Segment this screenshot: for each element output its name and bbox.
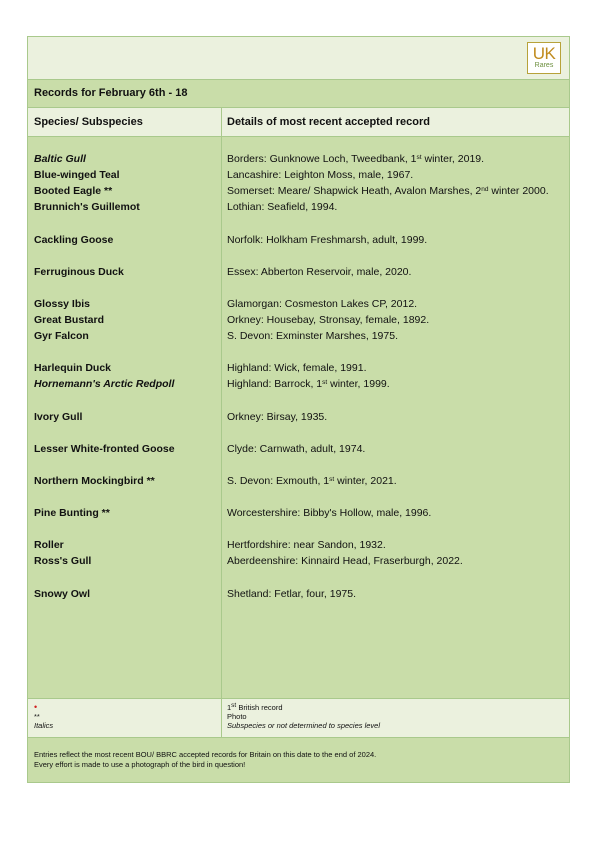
species-name: Gyr Falcon: [34, 330, 89, 342]
date-band: [28, 80, 569, 108]
record-row: [28, 587, 569, 602]
key-symbol-dot: •: [34, 702, 38, 712]
record-row: [28, 152, 569, 167]
species-name: Booted Eagle **: [34, 185, 113, 197]
record-row: [28, 361, 569, 376]
record-row: [28, 554, 569, 569]
species-name: Ivory Gull: [34, 411, 83, 423]
species-name: Snowy Owl: [34, 588, 91, 600]
footer-note-1: Entries reflect the most recent BOU/ BBRC accepted records for Britain on this date to the end of 2024.: [34, 750, 377, 759]
key-symbol-italics: Italics: [34, 721, 54, 730]
species-name: Ferruginous Duck: [34, 266, 124, 278]
records-sheet: [27, 36, 570, 783]
species-name: Harlequin Duck: [34, 362, 112, 374]
record-row: [28, 265, 569, 280]
logo-line-1: UK: [532, 44, 556, 63]
record-row: [28, 184, 569, 199]
species-column-header: Species/ Subspecies: [34, 116, 143, 128]
logo-line-2: Rares: [534, 62, 554, 69]
record-details: Lothian: Seafield, 1994.: [227, 201, 338, 213]
species-name: Great Bustard: [34, 314, 105, 326]
species-name: Glossy Ibis: [34, 298, 91, 310]
record-row: [28, 474, 569, 489]
species-name: Cackling Goose: [34, 234, 114, 246]
species-name: Hornemann's Arctic Redpoll: [34, 378, 175, 390]
record-details: Highland: Barrock, 1st winter, 1999.: [227, 378, 390, 390]
record-details: Shetland: Fetlar, four, 1975.: [227, 588, 357, 600]
record-details: Worcestershire: Bibby's Hollow, male, 1996.: [227, 507, 432, 519]
record-details: Somerset: Meare/ Shapwick Heath, Avalon Marshes, 2nd winter 2000.: [227, 185, 549, 197]
species-name: Lesser White-fronted Goose: [34, 443, 175, 455]
record-row: [28, 410, 569, 425]
key-meaning-photo: Photo: [227, 712, 247, 721]
record-row: [28, 538, 569, 553]
record-details: Lancashire: Leighton Moss, male, 1967.: [227, 169, 414, 181]
record-row: [28, 442, 569, 457]
column-header-band: [28, 108, 569, 137]
key-symbol-stars: **: [34, 712, 40, 721]
footer-band: [28, 738, 569, 782]
species-name: Blue-winged Teal: [34, 169, 120, 181]
key-band: [28, 699, 569, 738]
record-details: Hertfordshire: near Sandon, 1932.: [227, 539, 386, 551]
species-name: Roller: [34, 539, 64, 551]
record-row: [28, 329, 569, 344]
page-title: Records for February 6th - 18: [34, 87, 188, 99]
column-divider: [221, 108, 222, 698]
record-details: S. Devon: Exmouth, 1st winter, 2021.: [227, 475, 397, 487]
record-details: Norfolk: Holkham Freshmarsh, adult, 1999.: [227, 234, 428, 246]
record-row: [28, 233, 569, 248]
record-details: Orkney: Housebay, Stronsay, female, 1892.: [227, 314, 430, 326]
record-row: [28, 377, 569, 392]
record-row: [28, 506, 569, 521]
record-row: [28, 313, 569, 328]
record-details: Borders: Gunknowe Loch, Tweedbank, 1st winter, 2019.: [227, 153, 485, 165]
species-name: Brunnich's Guillemot: [34, 201, 140, 213]
key-meaning-subspecies: Subspecies or not determined to species level: [227, 721, 381, 730]
record-details: Essex: Abberton Reservoir, male, 2020.: [227, 266, 412, 278]
record-details: S. Devon: Exminster Marshes, 1975.: [227, 330, 398, 342]
record-details: Glamorgan: Cosmeston Lakes CP, 2012.: [227, 298, 418, 310]
uk-rares-logo: [527, 42, 561, 74]
logo-band: [28, 37, 569, 80]
details-column-header: Details of most recent accepted record: [227, 116, 430, 128]
record-row: [28, 168, 569, 183]
footer-note-2: Every effort is made to use a photograph of the bird in question!: [34, 760, 246, 769]
record-details: Aberdeenshire: Kinnaird Head, Fraserburgh, 2022.: [227, 555, 463, 567]
species-name: Pine Bunting **: [34, 507, 110, 519]
record-details: Highland: Wick, female, 1991.: [227, 362, 367, 374]
key-meaning-first-record: 1st British record: [227, 702, 283, 712]
record-details: Orkney: Birsay, 1935.: [227, 411, 328, 423]
record-details: Clyde: Carnwath, adult, 1974.: [227, 443, 366, 455]
species-name: Ross's Gull: [34, 555, 92, 567]
record-row: [28, 297, 569, 312]
species-name: Northern Mockingbird **: [34, 475, 155, 487]
key-column-divider: [221, 699, 222, 737]
records-body: [28, 137, 569, 699]
record-row: [28, 200, 569, 215]
species-name: Baltic Gull: [34, 153, 86, 165]
